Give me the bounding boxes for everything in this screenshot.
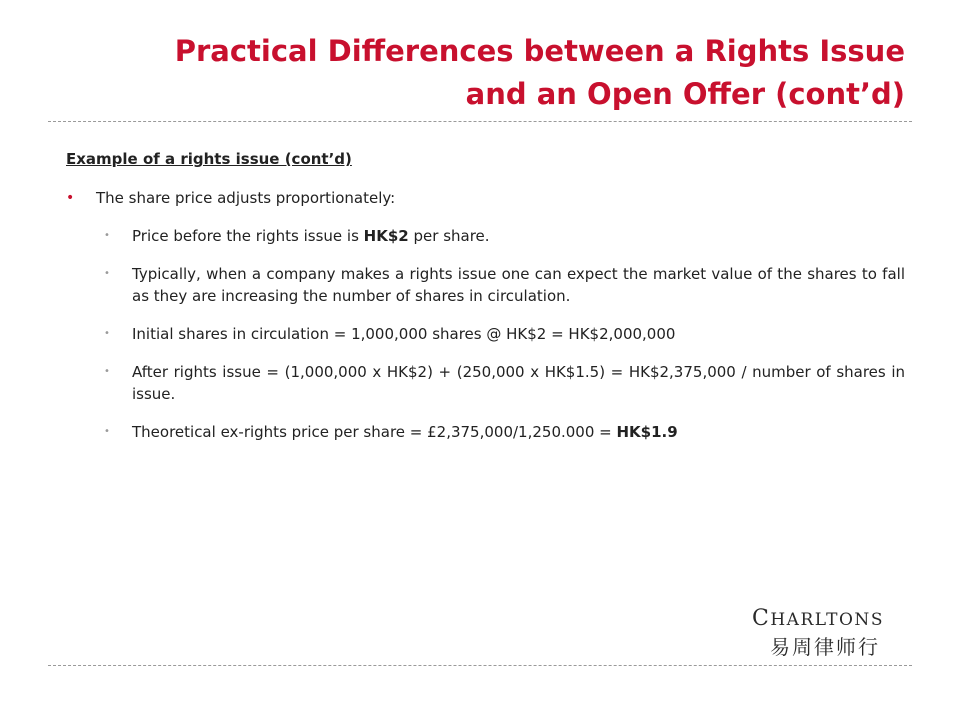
grey-bullet-icon: •	[104, 268, 110, 279]
sub-bullet-terp	[104, 421, 905, 443]
title-line-2: and an Open Offer (cont’d)	[465, 77, 905, 111]
sub-bullet-5-bold: HK$1.9	[616, 423, 678, 441]
logo-end: S	[870, 610, 884, 630]
sub-bullet-price-before	[104, 225, 905, 247]
sub-bullet-1-post: per share.	[408, 227, 490, 245]
grey-bullet-icon: •	[104, 366, 110, 377]
sub-bullet-5-pre: Theoretical ex-rights price per share = £2,375,000/1,250.000 =	[132, 423, 617, 441]
logo-initial: C	[752, 606, 771, 631]
sub-bullet-4-text: After rights issue = (1,000,000 x HK$2) + (250,000 x HK$1.5) = HK$2,375,000 / number of shares in issue.	[132, 363, 905, 403]
red-bullet-icon: •	[66, 190, 75, 206]
logo-english	[752, 606, 908, 633]
sub-bullet-after-rights	[104, 361, 905, 405]
sub-bullet-1-bold: HK$2	[363, 227, 409, 245]
grey-bullet-icon: •	[104, 426, 110, 437]
sub-bullet-2-text: Typically, when a company makes a rights issue one can expect the market value of the shares to fall as they are increasing the number of shares in circulation.	[132, 265, 905, 305]
title-line-1: Practical Differences between a Rights Issue	[174, 34, 905, 68]
grey-bullet-icon: •	[104, 230, 110, 241]
slide-title	[175, 30, 905, 116]
bottom-divider	[48, 665, 912, 666]
sub-bullet-market-value	[104, 263, 905, 307]
slide-body	[66, 148, 906, 459]
sub-bullet-initial-shares	[104, 323, 905, 345]
logo-chinese: 易周律师行	[770, 635, 880, 659]
sub-bullet-3-text: Initial shares in circulation = 1,000,000 shares @ HK$2 = HK$2,000,000	[132, 325, 676, 343]
charltons-logo	[752, 606, 908, 661]
sub-bullet-1-pre: Price before the rights issue is	[132, 227, 364, 245]
grey-bullet-icon: •	[104, 328, 110, 339]
main-bullet	[66, 187, 906, 209]
logo-middle: HARLTON	[770, 610, 871, 630]
section-subtitle: Example of a rights issue (cont’d)	[66, 150, 352, 168]
top-divider	[48, 121, 912, 122]
main-bullet-text: The share price adjusts proportionately:	[96, 189, 396, 207]
